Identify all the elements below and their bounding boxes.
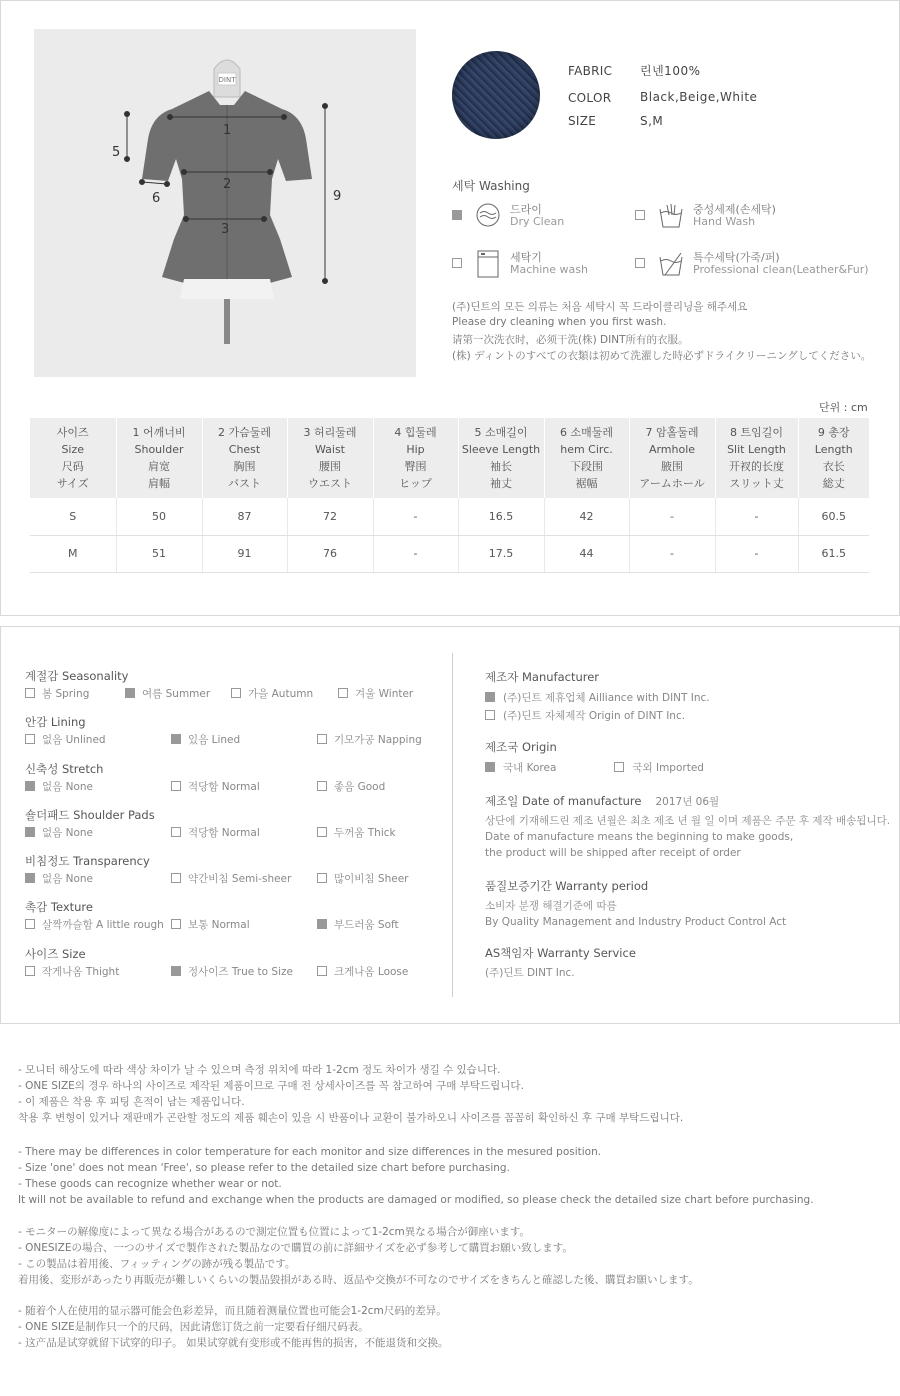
size-table-cell: S	[30, 498, 116, 535]
size-table-header-cell	[629, 418, 715, 498]
manufacture-date-note: 상단에 기재해드린 제조 년월은 최초 제조 년 월 일 이며 제품은 주문 후 제작 배송됩니다.	[485, 815, 891, 827]
size-table-header-cell	[202, 418, 287, 498]
checkbox[interactable]	[171, 781, 181, 791]
feature-option[interactable]	[338, 686, 413, 701]
checkbox[interactable]	[317, 827, 327, 837]
size-table-cell: 60.5	[798, 498, 869, 535]
header-line: 1 어깨너비	[132, 426, 186, 439]
checkbox[interactable]	[485, 710, 495, 720]
manufacture-date-title: 제조일 Date of manufacture	[485, 794, 642, 808]
option-label: 국내 Korea	[503, 762, 557, 774]
origin-title: 제조국 Origin	[485, 740, 557, 754]
size-table-header-cell	[30, 418, 116, 498]
option-label: 정사이즈 True to Size	[188, 966, 293, 978]
washing-title: 세탁 Washing	[452, 179, 530, 193]
header-line: Waist	[314, 443, 345, 456]
feature-option[interactable]	[317, 917, 399, 932]
option-label: 기모가공 Napping	[334, 734, 422, 746]
product-spec-panel	[0, 0, 900, 616]
feature-title: 비침정도 Transparency	[25, 854, 150, 868]
feature-group	[25, 668, 445, 700]
measure-9-label: 9	[333, 189, 342, 204]
checkbox[interactable]	[171, 966, 181, 976]
measure-6-label: 6	[152, 191, 161, 206]
size-table-cell: 91	[202, 535, 287, 572]
header-line: ウエスト	[308, 477, 352, 490]
feature-option[interactable]	[25, 732, 106, 747]
fabric-swatch	[452, 51, 540, 139]
wash-label-en: Dry Clean	[510, 215, 565, 228]
fabric-label: FABRIC	[568, 64, 613, 78]
color-label: COLOR	[568, 91, 612, 105]
manufacture-date-section	[485, 793, 895, 861]
as-section	[485, 945, 895, 981]
machine-wash-icon	[474, 249, 502, 279]
size-table-cell: 50	[116, 498, 202, 535]
wash-checkbox[interactable]	[452, 258, 462, 268]
feature-group	[25, 807, 445, 839]
manufacture-date-note: the product will be shipped after receipt of order	[485, 847, 741, 859]
washing-note-en: Please dry cleaning when you first wash.	[452, 316, 667, 328]
skirt-edge	[180, 279, 274, 299]
feature-title: 계절감 Seasonality	[25, 669, 129, 683]
header-line: バスト	[228, 477, 261, 490]
header-line: 袖丈	[490, 477, 512, 490]
header-line: 3 허리둘레	[303, 426, 357, 439]
header-line: 総丈	[822, 477, 845, 490]
feature-option[interactable]	[25, 825, 93, 840]
size-table-header	[30, 418, 869, 498]
header-line: 肩宽	[148, 460, 170, 473]
option-label: 없음 None	[42, 873, 94, 885]
hand-wash-icon	[657, 201, 685, 231]
feature-option[interactable]	[171, 871, 291, 886]
size-table-header-cell	[798, 418, 869, 498]
header-line: Size	[61, 443, 85, 456]
header-line: Armhole	[648, 443, 696, 456]
checkbox[interactable]	[25, 734, 35, 744]
wash-option-machine-wash	[452, 249, 662, 283]
feature-option[interactable]	[25, 964, 119, 979]
option-label: 적당함 Normal	[188, 827, 260, 839]
option-label: 여름 Summer	[142, 688, 211, 700]
header-line: 9 총장	[817, 426, 850, 439]
washing-note-ko: (주)딘트의 모든 의류는 처음 세탁시 꼭 드라이클리닝을 해주세요	[452, 301, 748, 313]
feature-title: 촉감 Texture	[25, 900, 93, 914]
checkbox[interactable]	[25, 688, 35, 698]
column-divider	[452, 653, 453, 997]
header-line: 袖长	[490, 460, 512, 473]
option-label: 없음 None	[42, 827, 94, 839]
size-table-cell: 51	[116, 535, 202, 572]
warranty-section	[485, 878, 895, 930]
measure-1-label: 1	[223, 123, 232, 138]
wash-checkbox[interactable]	[452, 210, 462, 220]
notice-line-zh: - 随着个人在使用的显示器可能会色彩差异，而且随着测量位置也可能会1-2cm尺码的差异。	[18, 1305, 447, 1317]
wash-option-professional-clean	[635, 249, 869, 283]
option-label: 많이비침 Sheer	[334, 873, 409, 885]
feature-title: 안감 Lining	[25, 715, 86, 729]
measure-2-label: 2	[223, 177, 232, 192]
size-table-header-cell	[544, 418, 629, 498]
size-table-cell: 61.5	[798, 535, 869, 572]
size-table-cell: -	[715, 535, 798, 572]
manufacturer-title: 제조자 Manufacturer	[485, 670, 600, 684]
dry-clean-icon	[474, 201, 502, 231]
option-label: 크게나옴 Loose	[334, 966, 409, 978]
feature-group	[25, 853, 445, 885]
option-label: 가을 Autumn	[248, 688, 314, 700]
header-line: 尺码	[61, 460, 84, 473]
header-line: Hip	[406, 443, 425, 456]
checkbox[interactable]	[317, 919, 327, 929]
header-line: アームホール	[639, 477, 705, 490]
measure-3-label: 3	[221, 222, 230, 237]
header-line: スリット丈	[729, 477, 784, 490]
origin-section	[485, 739, 895, 776]
size-table-cell: -	[373, 498, 458, 535]
option-label: (주)딘트 자체제작 Origin of DINT Inc.	[503, 710, 686, 722]
checkbox[interactable]	[171, 734, 181, 744]
wash-checkbox[interactable]	[635, 210, 645, 220]
notice-line-en: - There may be differences in color temperature for each monitor and size differences in the mesured position.	[18, 1146, 602, 1158]
fabric-value: 린넨100%	[640, 64, 701, 78]
header-line: 7 암홀둘레	[645, 426, 699, 439]
header-line: Chest	[228, 443, 261, 456]
size-unit: 단위 : cm	[819, 401, 868, 414]
checkbox[interactable]	[25, 827, 35, 837]
feature-option[interactable]	[171, 964, 293, 979]
notice-line-zh: - 这产品是试穿就留下试穿的印子。 如果试穿就有变形或不能再售的损害，不能退货和交换。	[18, 1337, 449, 1349]
washing-note-ja: (株) ディントのすべての衣類は初めて洗濯した時必ずドライクリーニングしてください。	[452, 350, 872, 362]
size-table	[30, 418, 869, 573]
checkbox[interactable]	[485, 762, 495, 772]
feature-option[interactable]	[125, 686, 210, 701]
product-detail-panel	[0, 626, 900, 1024]
manufacture-date-value: 2017년 06월	[655, 796, 720, 808]
wash-label-ko: 세탁기	[510, 251, 542, 264]
option-label: 살짝까슬함 A little rough	[42, 919, 164, 931]
feature-option[interactable]	[171, 732, 240, 747]
option-label: 없음 Unlined	[42, 734, 106, 746]
feature-option[interactable]	[231, 686, 313, 701]
notice-line-ja: - ONESIZEの場合、一つのサイズで製作された製品なので購買の前に詳細サイズを必ず参考して購買お願い致します。	[18, 1242, 573, 1254]
header-line: 胸围	[233, 460, 256, 473]
size-table-cell: 17.5	[458, 535, 544, 572]
feature-group	[25, 761, 445, 793]
checkbox[interactable]	[231, 688, 241, 698]
header-line: 肩幅	[148, 477, 170, 490]
stand-pole	[224, 294, 230, 344]
size-table-row	[30, 535, 869, 572]
checkbox[interactable]	[25, 919, 35, 929]
feature-group	[25, 899, 445, 931]
option-label: 보통 Normal	[188, 919, 250, 931]
option-label: 있음 Lined	[188, 734, 241, 746]
size-value: S,M	[640, 114, 664, 128]
checkbox[interactable]	[317, 734, 327, 744]
notice-line-en: It will not be available to refund and exchange when the products are damaged or modified, so please check the detailed size chart before purchasing.	[18, 1194, 814, 1206]
checkbox[interactable]	[317, 966, 327, 976]
size-table-cell: -	[629, 498, 715, 535]
feature-option[interactable]	[25, 917, 164, 932]
feature-option[interactable]	[25, 779, 93, 794]
manufacturer-section	[485, 669, 895, 724]
size-table-body	[30, 498, 869, 572]
option-label: 두꺼움 Thick	[334, 827, 396, 839]
option-label: 겨울 Winter	[355, 688, 414, 700]
size-table-cell: 44	[544, 535, 629, 572]
wash-checkbox[interactable]	[635, 258, 645, 268]
checkbox[interactable]	[485, 692, 495, 702]
notice-line-zh: - ONE SIZE是制作只一个的尺码，因此请您订货之前一定要看仔细尺码表。	[18, 1321, 369, 1333]
checkbox[interactable]	[171, 827, 181, 837]
as-value: (주)딘트 DINT Inc.	[485, 967, 575, 979]
checkbox[interactable]	[125, 688, 135, 698]
wash-label-en: Machine wash	[510, 263, 588, 276]
feature-option[interactable]	[171, 917, 250, 932]
size-table-header-cell	[116, 418, 202, 498]
header-line: Sleeve Length	[461, 443, 541, 456]
header-line: 2 가슴둘레	[218, 426, 271, 439]
size-table-cell: -	[629, 535, 715, 572]
size-table-cell: M	[30, 535, 116, 572]
feature-option[interactable]	[317, 964, 408, 979]
notice-line-ko: 착용 후 변형이 있거나 재판매가 곤란할 정도의 제품 훼손이 있을 시 반품이나 교환이 불가하오니 사이즈를 꼼꼼히 확인하신 후 구매 부탁드립니다.	[18, 1112, 684, 1124]
checkbox[interactable]	[338, 688, 348, 698]
notice-line-ko: - 이 제품은 착용 후 피팅 흔적이 남는 제품입니다.	[18, 1096, 245, 1108]
checkbox[interactable]	[171, 919, 181, 929]
size-table-cell: 42	[544, 498, 629, 535]
header-line: 6 소매둘레	[560, 426, 613, 439]
option-label: 작게나옴 Thight	[42, 966, 120, 978]
option-label: 국외 Imported	[632, 762, 704, 774]
mannequin-figure	[34, 29, 416, 377]
checkbox[interactable]	[171, 873, 181, 883]
professional-clean-icon	[657, 249, 685, 279]
header-line: 4 힙둘레	[394, 426, 437, 439]
wash-label-en: Hand Wash	[693, 215, 756, 228]
option-label: 없음 None	[42, 781, 94, 793]
notice-line-en: - Size 'one' does not mean 'Free', so please refer to the detailed size chart before purchasing.	[18, 1162, 510, 1174]
header-line: 裾幅	[575, 477, 598, 490]
wash-label-ko: 특수세탁(가죽/퍼)	[693, 251, 780, 264]
size-table-cell: 16.5	[458, 498, 544, 535]
origin-option-imported[interactable]	[614, 760, 704, 776]
header-line: 衣长	[822, 460, 845, 473]
feature-option[interactable]	[25, 686, 89, 701]
header-line: Length	[814, 443, 853, 456]
warranty-note: 소비자 분쟁 해결기준에 따름	[485, 900, 617, 912]
feature-group	[25, 946, 445, 978]
notice-line-ja: - この製品は着用後、フィッティングの跡が残る製品です。	[18, 1258, 296, 1270]
size-table-header-cell	[373, 418, 458, 498]
feature-option[interactable]	[317, 825, 396, 840]
wash-label-en: Professional clean(Leather&Fur)	[693, 263, 869, 276]
header-line: 8 트임길이	[730, 426, 783, 439]
size-table-row	[30, 498, 869, 535]
checkbox[interactable]	[25, 966, 35, 976]
warranty-note: By Quality Management and Industry Product Control Act	[485, 916, 787, 928]
header-line: 腋围	[661, 460, 683, 473]
size-table-header-cell	[287, 418, 373, 498]
header-line: 사이즈	[56, 426, 89, 439]
checkbox[interactable]	[25, 873, 35, 883]
header-line: 腰围	[319, 460, 341, 473]
wash-option-hand-wash	[635, 201, 845, 235]
header-line: 臀围	[404, 460, 427, 473]
feature-option[interactable]	[25, 871, 93, 886]
option-label: 부드러움 Soft	[334, 919, 399, 931]
header-line: 开衩的长度	[729, 460, 784, 473]
checkbox[interactable]	[317, 873, 327, 883]
feature-title: 신축성 Stretch	[25, 762, 104, 776]
manufacturer-option-alliance[interactable]	[485, 690, 710, 706]
option-label: 봄 Spring	[42, 688, 90, 700]
checkbox[interactable]	[614, 762, 624, 772]
size-table-cell: -	[715, 498, 798, 535]
color-value: Black,Beige,White	[640, 90, 758, 104]
washing-note-zh: 请第一次洗衣时，必须干洗(株) DINT所有的衣服。	[452, 334, 689, 346]
warranty-title: 품질보증기간 Warranty period	[485, 879, 649, 893]
feature-option[interactable]	[171, 825, 260, 840]
wash-option-dry-clean	[452, 201, 662, 235]
option-label: 좋음 Good	[334, 781, 386, 793]
feature-option[interactable]	[317, 871, 408, 886]
option-label: 약간비침 Semi-sheer	[188, 873, 292, 885]
header-line: ヒップ	[399, 477, 432, 490]
feature-option[interactable]	[317, 732, 422, 747]
feature-option[interactable]	[317, 779, 385, 794]
manufacturer-option-origin[interactable]	[485, 708, 685, 724]
checkbox[interactable]	[25, 781, 35, 791]
size-table-cell: 87	[202, 498, 287, 535]
notice-line-ja: 着用後、変形があったり再販売が難しいくらいの製品毀損がある時、返品や交換が不可なのでサイズをきちんと確認した後、購買お願いします。	[18, 1274, 699, 1286]
as-title: AS책임자 Warranty Service	[485, 946, 636, 960]
notice-line-en: - These goods can recognize whether wear or not.	[18, 1178, 282, 1190]
feature-title: 사이즈 Size	[25, 947, 86, 961]
feature-option[interactable]	[171, 779, 260, 794]
size-table-header-cell	[458, 418, 544, 498]
measure-5-label: 5	[112, 145, 121, 160]
size-table-cell: 72	[287, 498, 373, 535]
notice-line-ko: - ONE SIZE의 경우 하나의 사이즈로 제작된 제품이므로 구매 전 상세사이즈를 꼭 참고하여 구매 부탁드립니다.	[18, 1080, 524, 1092]
size-table-cell: -	[373, 535, 458, 572]
header-line: hem Circ.	[560, 443, 613, 456]
size-label: SIZE	[568, 114, 597, 128]
size-table-cell: 76	[287, 535, 373, 572]
option-label: (주)딘트 제휴업체 Ailliance with DINT Inc.	[503, 692, 710, 704]
checkbox[interactable]	[317, 781, 327, 791]
header-line: 下段围	[570, 460, 603, 473]
brand-tag-text: DINT	[218, 76, 236, 84]
size-table-header-cell	[715, 418, 798, 498]
notice-line-ja: - モニターの解像度によって異なる場合があるので測定位置も位置によって1-2cm異なる場合が御座います。	[18, 1226, 530, 1238]
origin-option-korea[interactable]	[485, 760, 611, 776]
header-line: 5 소매길이	[474, 426, 528, 439]
manufacture-date-note: Date of manufacture means the beginning to make goods,	[485, 831, 794, 843]
notice-line-ko: - 모니터 해상도에 따라 색상 차이가 날 수 있으며 측정 위치에 따라 1-2cm 정도 차이가 생길 수 있습니다.	[18, 1064, 501, 1076]
wash-label-ko: 드라이	[510, 203, 542, 216]
mannequin-illustration	[34, 29, 416, 377]
header-line: Slit Length	[727, 443, 786, 456]
header-line: サイズ	[56, 477, 89, 490]
header-line: Shoulder	[134, 443, 184, 456]
option-label: 적당함 Normal	[188, 781, 260, 793]
feature-title: 숄더패드 Shoulder Pads	[25, 808, 155, 822]
wash-label-ko: 중성세제(손세탁)	[693, 203, 776, 216]
feature-group	[25, 714, 445, 746]
